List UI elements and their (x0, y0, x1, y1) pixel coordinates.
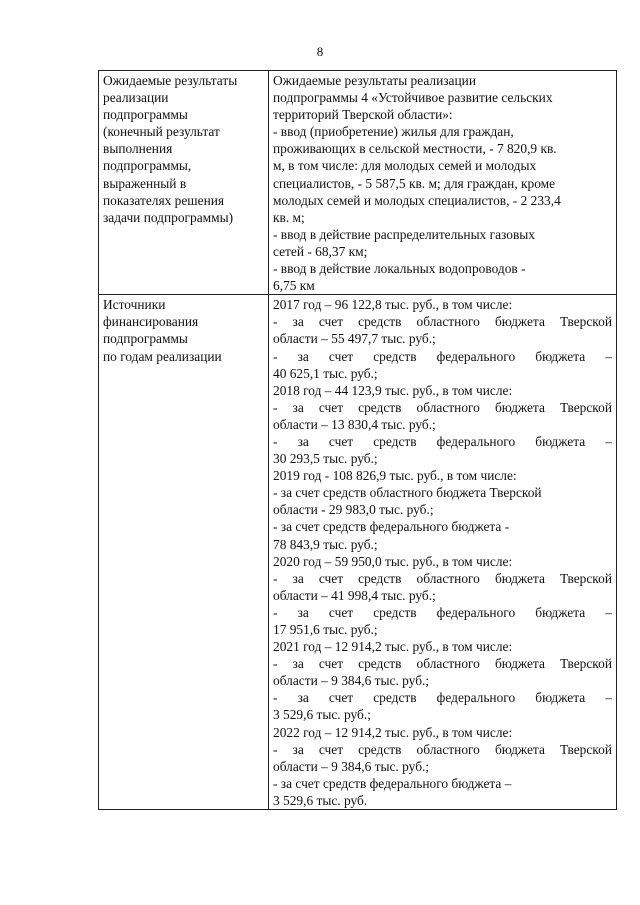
value-line: территорий Тверской области»: (273, 107, 453, 123)
value-line: 30 293,5 тыс. руб.; (273, 451, 378, 467)
label-line: Источники (103, 297, 166, 313)
value-line: области – 55 497,7 тыс. руб.; (273, 331, 436, 347)
value-line: 6,75 км (273, 278, 315, 294)
value-line: - ввод в действие распределительных газовых (273, 226, 535, 242)
value-line: области – 41 998,4 тыс. руб.; (273, 587, 436, 603)
label-line: показателях решения (103, 192, 225, 208)
value-line: области – 9 384,6 тыс. руб.; (273, 673, 430, 689)
label-line: подпрограммы, (103, 158, 192, 174)
value-line: - за счет средств областного бюджета Тверской (273, 314, 612, 330)
table-row (99, 71, 617, 295)
funding-year-2022: 2022 год – 12 914,2 тыс. руб., в том числе: (273, 724, 513, 740)
value-line: 3 529,6 тыс. руб. (273, 792, 368, 808)
subprogram-passport-table (98, 70, 617, 810)
value-line: - за счет средств областного бюджета Тверской (273, 485, 542, 501)
value-line: 40 625,1 тыс. руб.; (273, 365, 378, 381)
value-line: - за счет средств федерального бюджета – (273, 690, 612, 706)
value-line: - за счет средств областного бюджета Тверской (273, 399, 612, 415)
value-line: - за счет средств областного бюджета Тверской (273, 741, 612, 757)
funding-year-2021: 2021 год – 12 914,2 тыс. руб., в том числе: (273, 639, 513, 655)
label-line: (конечный результат (103, 124, 220, 140)
value-line: - ввод (приобретение) жилья для граждан, (273, 124, 514, 140)
value-line: кв. м; (273, 209, 305, 225)
label-line: задачи подпрограммы) (103, 209, 234, 225)
funding-sources-value-cell (269, 295, 617, 810)
funding-sources-label-cell (99, 295, 269, 810)
value-line: области - 29 983,0 тыс. руб.; (273, 502, 434, 518)
expected-results-label-cell (99, 71, 269, 295)
value-line: 78 843,9 тыс. руб.; (273, 536, 378, 552)
funding-year-2019: 2019 год - 108 826,9 тыс. руб., в том числе: (273, 468, 517, 484)
value-line: - за счет средств областного бюджета Тверской (273, 656, 612, 672)
value-line: области – 13 830,4 тыс. руб.; (273, 416, 436, 432)
funding-year-2017: 2017 год – 96 122,8 тыс. руб., в том числе: (273, 297, 513, 313)
label-line: реализации (103, 90, 169, 106)
label-line: финансирования (103, 314, 199, 330)
value-line: - за счет средств областного бюджета Тверской (273, 570, 612, 586)
value-line: молодых семей и молодых специалистов, - 2 233,4 (273, 192, 561, 208)
value-line: области – 9 384,6 тыс. руб.; (273, 758, 430, 774)
value-line: - за счет средств федерального бюджета – (273, 604, 612, 620)
label-line: подпрограммы (103, 107, 188, 123)
value-line: - за счет средств федерального бюджета – (273, 433, 612, 449)
value-line: сетей - 68,37 км; (273, 243, 368, 259)
value-line: - за счет средств федерального бюджета - (273, 519, 510, 535)
expected-results-value-cell (269, 71, 617, 295)
value-line: - за счет средств федерального бюджета – (273, 775, 512, 791)
table-row (99, 295, 617, 810)
label-line: выраженный в (103, 175, 187, 191)
funding-year-2018: 2018 год – 44 123,9 тыс. руб., в том числе: (273, 382, 513, 398)
value-line: - за счет средств федерального бюджета – (273, 348, 612, 364)
label-line: Ожидаемые результаты (103, 73, 238, 88)
value-line: - ввод в действие локальных водопроводов - (273, 261, 526, 277)
value-line: м, в том числе: для молодых семей и молодых (273, 158, 537, 174)
value-line: подпрограммы 4 «Устойчивое развитие сельских (273, 90, 553, 106)
value-line: Ожидаемые результаты реализации (273, 73, 476, 88)
value-line: проживающих в сельской местности, - 7 820,9 кв. (273, 141, 557, 157)
label-line: выполнения (103, 141, 173, 157)
value-line: 17 951,6 тыс. руб.; (273, 622, 378, 637)
value-line: 3 529,6 тыс. руб.; (273, 707, 371, 723)
page-number: 8 (316, 44, 324, 59)
label-line: подпрограммы (103, 331, 188, 347)
funding-year-2020: 2020 год – 59 950,0 тыс. руб., в том числе: (273, 553, 513, 569)
label-line: по годам реализации (103, 348, 222, 364)
value-line: специалистов, - 5 587,5 кв. м; для граждан, кроме (273, 175, 556, 191)
